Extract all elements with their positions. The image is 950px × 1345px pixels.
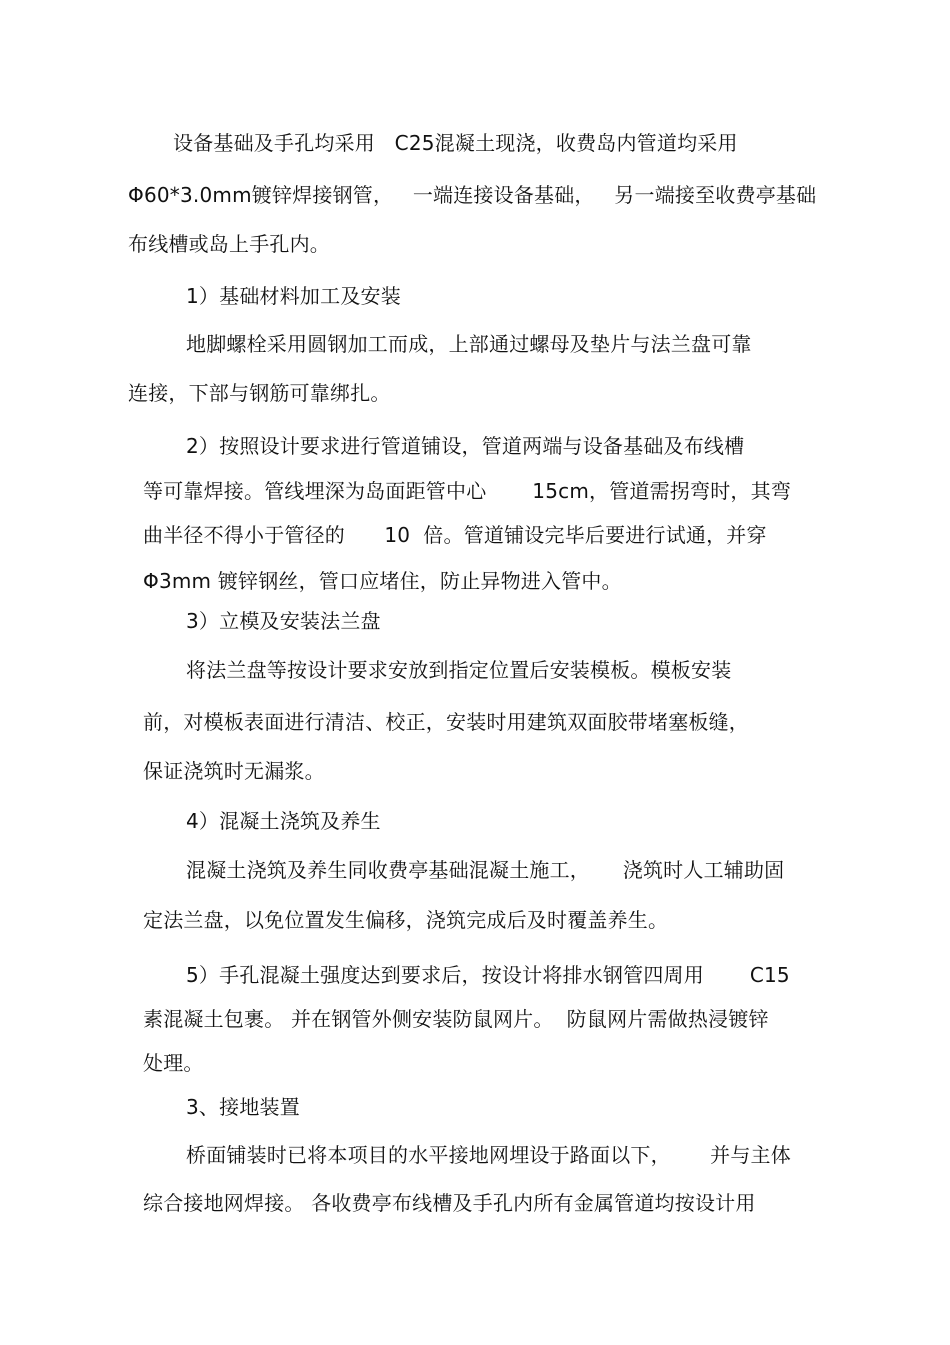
section-heading: 3）立模及安装法兰盘 xyxy=(186,609,381,633)
text-line: 布线槽或岛上手孔内。 xyxy=(128,232,330,256)
text-line: 前，对模板表面进行清洁、校正，安装时用建筑双面胶带堵塞板缝， xyxy=(143,710,749,734)
text-line: 混凝土浇筑及养生同收费亭基础混凝土施工， 浇筑时人工辅助固 xyxy=(186,858,785,882)
section-heading: 1）基础材料加工及安装 xyxy=(186,284,401,308)
text-line: 等可靠焊接。管线埋深为岛面距管中心 15cm，管道需拐弯时，其弯 xyxy=(143,479,792,503)
text-line: 综合接地网焊接。 各收费亭布线槽及手孔内所有金属管道均按设计用 xyxy=(143,1191,756,1215)
text-line: 素混凝土包裹。 并在钢管外侧安装防鼠网片。 防鼠网片需做热浸镀锌 xyxy=(143,1007,769,1031)
text-line: 将法兰盘等按设计要求安放到指定位置后安装模板。模板安装 xyxy=(186,658,732,682)
text-line: 连接，下部与钢筋可靠绑扎。 xyxy=(128,381,391,405)
text-line: 桥面铺装时已将本项目的水平接地网埋设于路面以下， 并与主体 xyxy=(186,1143,791,1167)
text-line: Φ60*3.0mm镀锌焊接钢管， 一端连接设备基础， 另一端接至收费亭基础 xyxy=(128,183,817,207)
section-heading: 3、接地装置 xyxy=(186,1095,300,1119)
section-heading: 4）混凝土浇筑及养生 xyxy=(186,809,381,833)
text-line: 定法兰盘，以免位置发生偏移，浇筑完成后及时覆盖养生。 xyxy=(143,908,669,932)
text-line: 地脚螺栓采用圆钢加工而成，上部通过螺母及垫片与法兰盘可靠 xyxy=(186,332,752,356)
text-line: 曲半径不得小于管径的 10 倍。管道铺设完毕后要进行试通，并穿 xyxy=(143,523,767,547)
text-line: 2）按照设计要求进行管道铺设，管道两端与设备基础及布线槽 xyxy=(186,434,745,458)
text-line: 保证浇筑时无漏浆。 xyxy=(143,759,325,783)
text-line: 设备基础及手孔均采用 C25混凝土现浇，收费岛内管道均采用 xyxy=(173,131,738,155)
text-line: 处理。 xyxy=(143,1051,204,1075)
text-line: 5）手孔混凝土强度达到要求后，按设计将排水钢管四周用 C15 xyxy=(186,963,790,987)
text-line: Φ3mm 镀锌钢丝，管口应堵住，防止异物进入管中。 xyxy=(143,569,622,593)
